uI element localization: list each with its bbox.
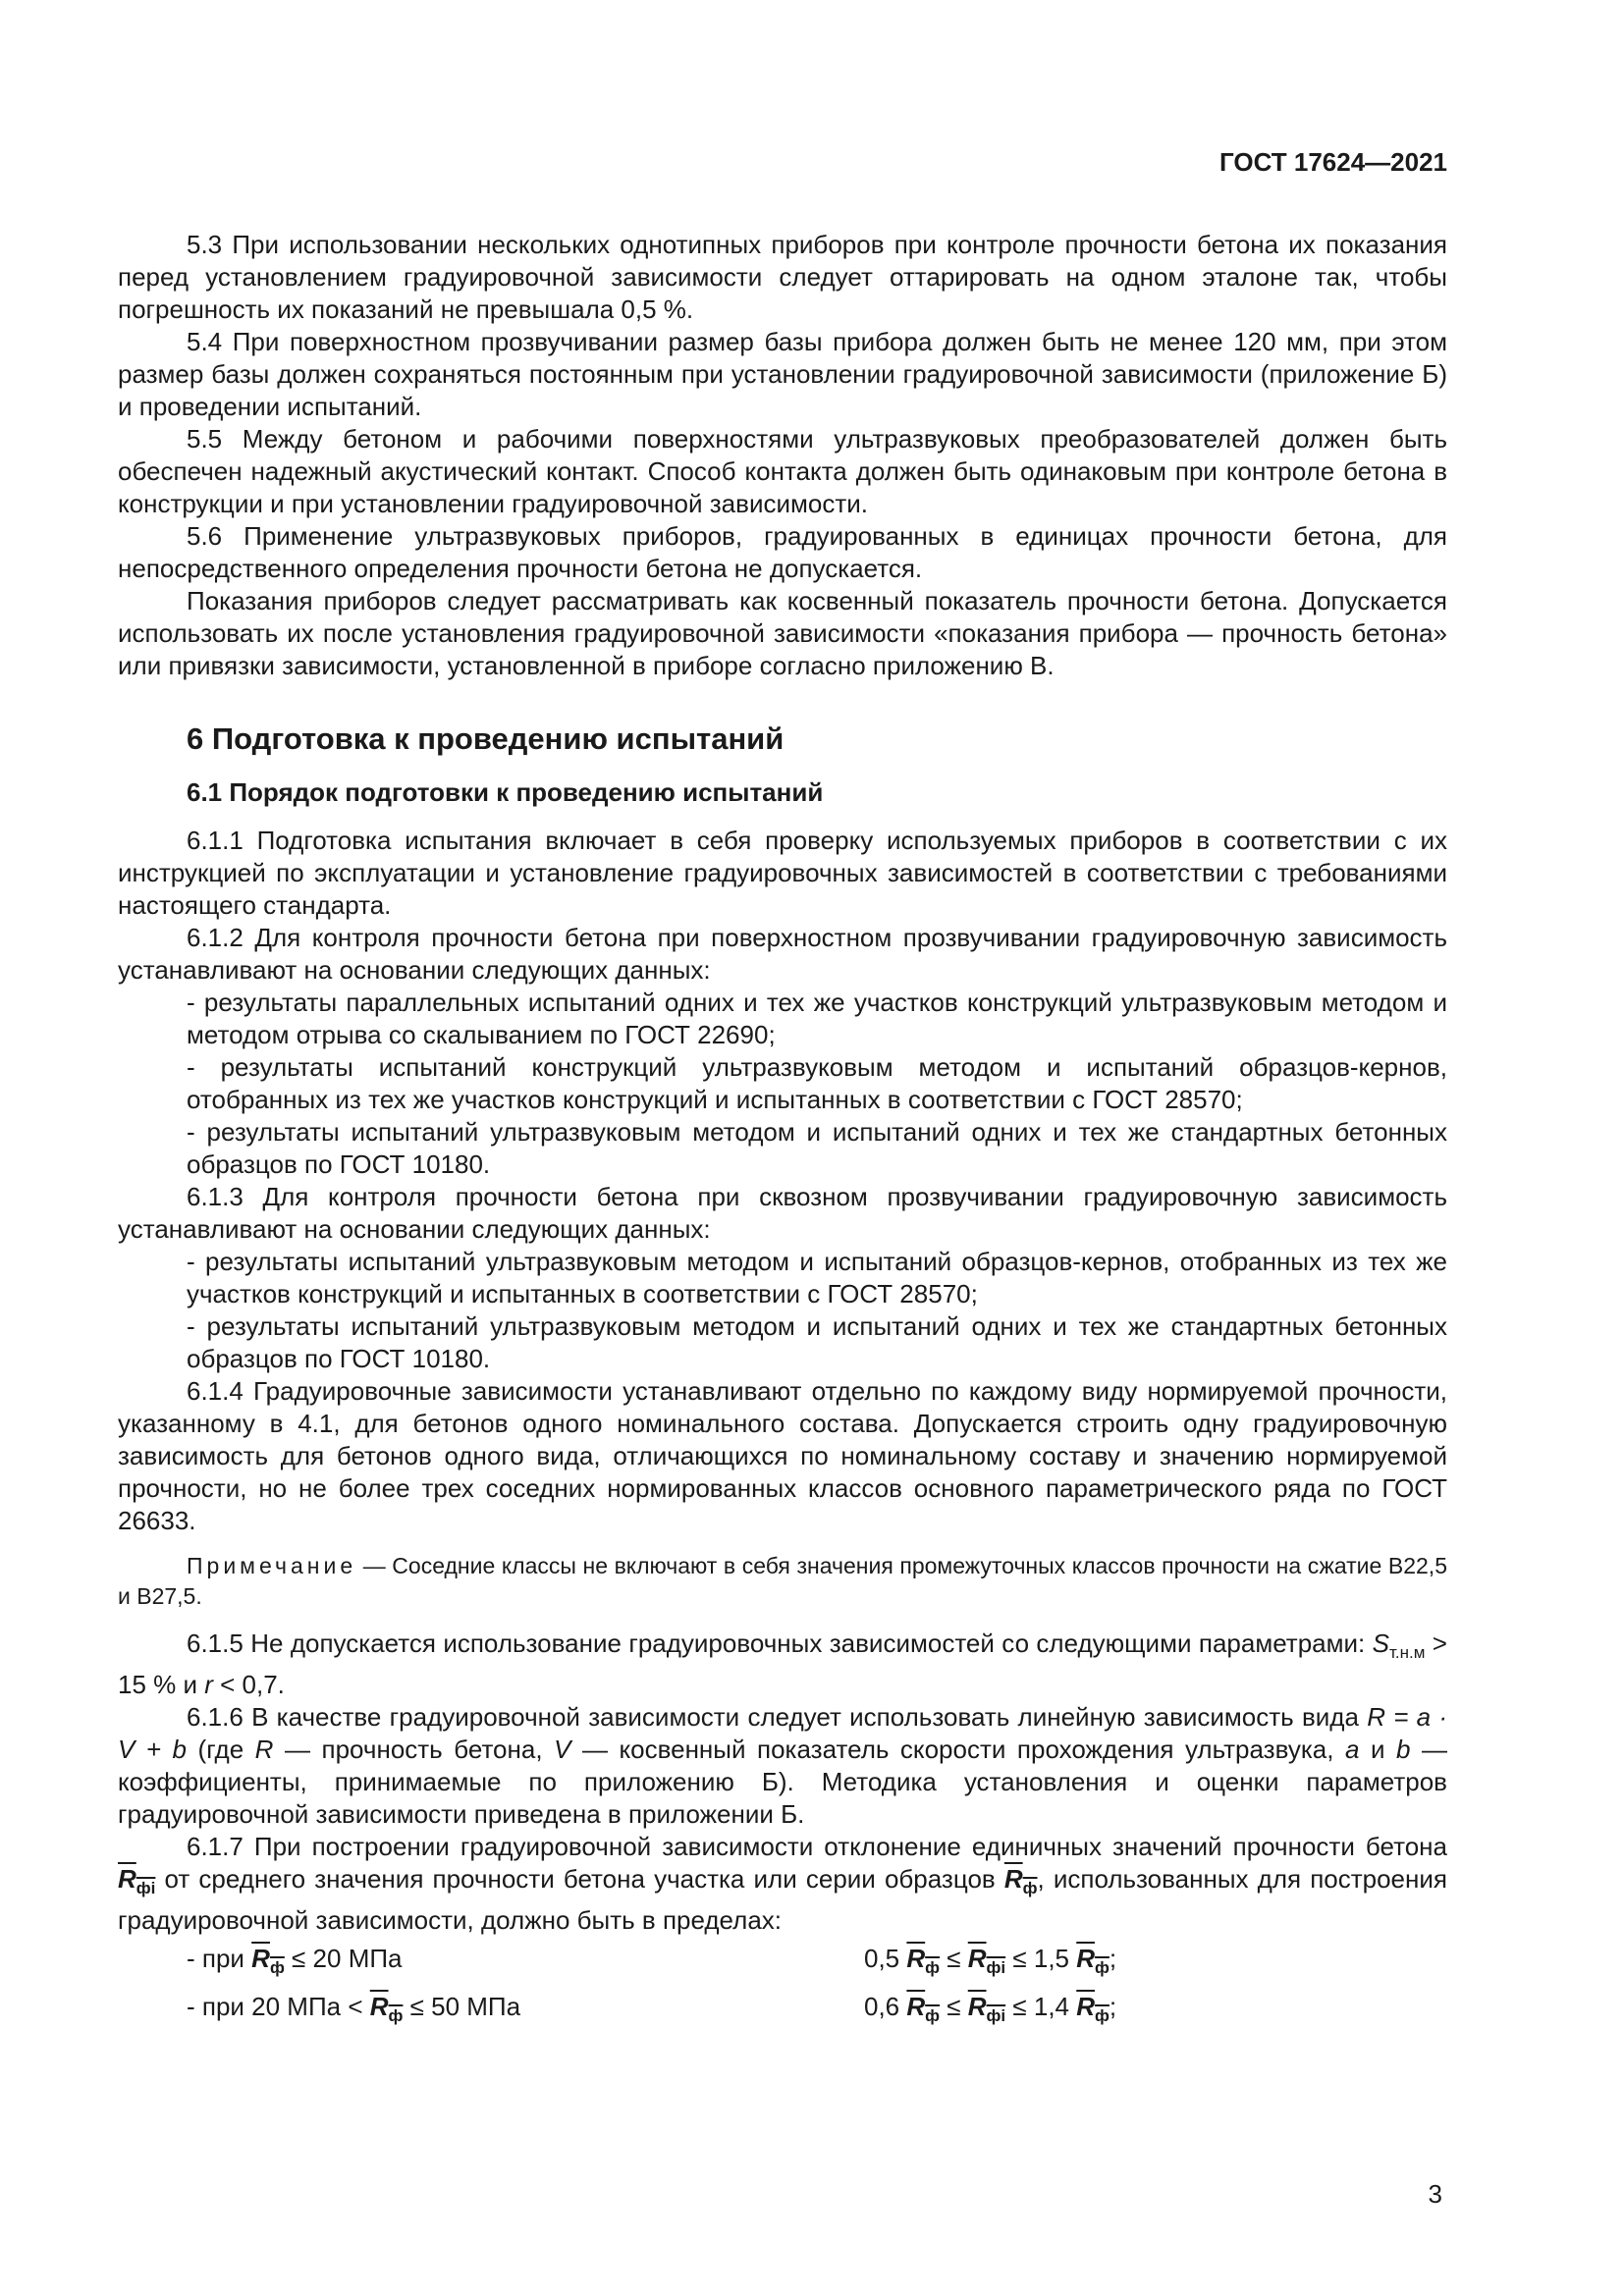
condition-row-2 — [118, 1991, 1447, 2032]
condition-2-left: - при 20 МПа < $R_ф \le 50$ МПа — [187, 1991, 521, 2025]
list-item: - результаты испытаний ультразвуковым методом и испытаний образцов-кернов, отобранных из тех же участков конструкций и испытанных в соответствии с ГОСТ 28570; — [187, 1247, 1447, 1308]
paragraph-6-1-7: 6.1.7 При построении градуировочной зависимости отклонение единичных значений прочности бетона $R_{фi}$ от среднего значения прочности бетона участка или серии образцов $R_ф$, использованных для построения градуировочной зависимости, должно быть в пределах: — [118, 1832, 1447, 1936]
formula-r-f: $R_ф$ — [1003, 1864, 1038, 1898]
condition-1-left: - при $R_ф \le 20$ МПа — [187, 1944, 403, 1978]
paragraph-6-1-1: 6.1.1 Подготовка испытания включает в себя проверку используемых приборов в соответствии с их инструкцией по эксплуатации и установление градуировочных зависимостей в соответствии с требованиями настоящего стандарта. — [118, 826, 1447, 920]
paragraph-5-3: 5.3 При использовании нескольких однотипных приборов при контроле прочности бетона их показания перед установлением градуировочной зависимости следует оттарировать на одном эталоне так, чтобы погрешность их показаний не превышала 0,5 %. — [118, 230, 1447, 324]
section-6-heading: 6 Подготовка к проведению испытаний — [187, 721, 785, 756]
paragraph-5-5: 5.5 Между бетоном и рабочими поверхностями ультразвуковых преобразователей должен быть обеспечен надежный акустический контакт. Способ контакта должен быть одинаковым при контроле бетона в конструкции и при установлении градуировочной зависимости. — [118, 424, 1447, 518]
note-label: Примечание — [187, 1553, 357, 1578]
condition-1-right: 0,5 $R_ф \le R_{фi} \le 1,5$ $R_ф$; — [864, 1944, 1117, 1978]
paragraph-5-4: 5.4 При поверхностном прозвучивании размер базы прибора должен быть не менее 120 мм, при этом размер базы должен сохраняться постоянным при установлении градуировочной зависимости (приложение Б) и проведении испытаний. — [118, 327, 1447, 421]
paragraph-5-6-note: Показания приборов следует рассматривать как косвенный показатель прочности бетона. Допускается использовать их после установления градуировочной зависимости «показания прибора — прочность бетона» или привязки зависимости, установленной в приборе согласно приложению В. — [118, 586, 1447, 680]
paragraph-6-1-4: 6.1.4 Градуировочные зависимости устанавливают отдельно по каждому виду нормируемой прочности, указанному в 4.1, для бетонов одного номинального состава. Допускается строить одну градуировочную зависимость для бетонов одного вида, отличающихся по номинальному составу и значению нормируемой прочности, но не более трех соседних нормированных классов основного параметрического ряда по ГОСТ 26633. — [118, 1376, 1447, 1535]
list-item: - результаты испытаний ультразвуковым методом и испытаний одних и тех же стандартных бетонных образцов по ГОСТ 10180. — [187, 1117, 1447, 1179]
condition-2-right: 0,6 $R_ф \le R_{фi} \le 1,4$ $R_ф$; — [864, 1991, 1117, 2025]
formula-r-fi: $R_{фi}$ — [118, 1864, 156, 1898]
list-item: - результаты испытаний ультразвуковым методом и испытаний одних и тех же стандартных бетонных образцов по ГОСТ 10180. — [187, 1311, 1447, 1373]
paragraph-6-1-2: 6.1.2 Для контроля прочности бетона при поверхностном прозвучивании градуировочную зависимость устанавливают на основании следующих данных: — [118, 923, 1447, 985]
paragraph-6-1-6: 6.1.6 В качестве градуировочной зависимости следует использовать линейную зависимость вида R = a · V + b (где R — прочность бетона, V — косвенный показатель скорости прохождения ультразвука, a и b — коэффициенты, принимаемые по приложению Б). Методика установления и оценки параметров градуировочной зависимости приведена в приложении Б. — [118, 1702, 1448, 1830]
document-code: ГОСТ 17624—2021 — [1219, 147, 1447, 177]
subsection-6-1-heading: 6.1 Порядок подготовки к проведению испытаний — [187, 777, 824, 807]
paragraph-6-1-3: 6.1.3 Для контроля прочности бетона при сквозном прозвучивании градуировочную зависимость устанавливают на основании следующих данных: — [118, 1182, 1447, 1244]
condition-row-1 — [118, 1943, 1447, 1984]
paragraph-6-1-5: 6.1.5 Не допускается использование градуировочных зависимостей со следующими параметрами: $S_{т.н.м} > 15$ % и r < 0,7. — [118, 1629, 1447, 1700]
paragraph-5-6: 5.6 Применение ультразвуковых приборов, градуированных в единицах прочности бетона, для непосредственного определения прочности бетона не допускается. — [118, 521, 1447, 583]
page-content — [118, 229, 1447, 2032]
list-item: - результаты испытаний конструкций ультразвуковым методом и испытаний образцов-кернов, отобранных из тех же участков конструкций и испытанных в соответствии с ГОСТ 28570; — [187, 1052, 1447, 1114]
note — [118, 1551, 1447, 1612]
note-text: — Соседние классы не включают в себя значения промежуточных классов прочности на сжатие В22,5 и В27,5. — [118, 1553, 1447, 1609]
list-item: - результаты параллельных испытаний одних и тех же участков конструкций ультразвуковым методом и методом отрыва со скалыванием по ГОСТ 22690; — [187, 988, 1447, 1049]
page-number: 3 — [1428, 2179, 1442, 2209]
